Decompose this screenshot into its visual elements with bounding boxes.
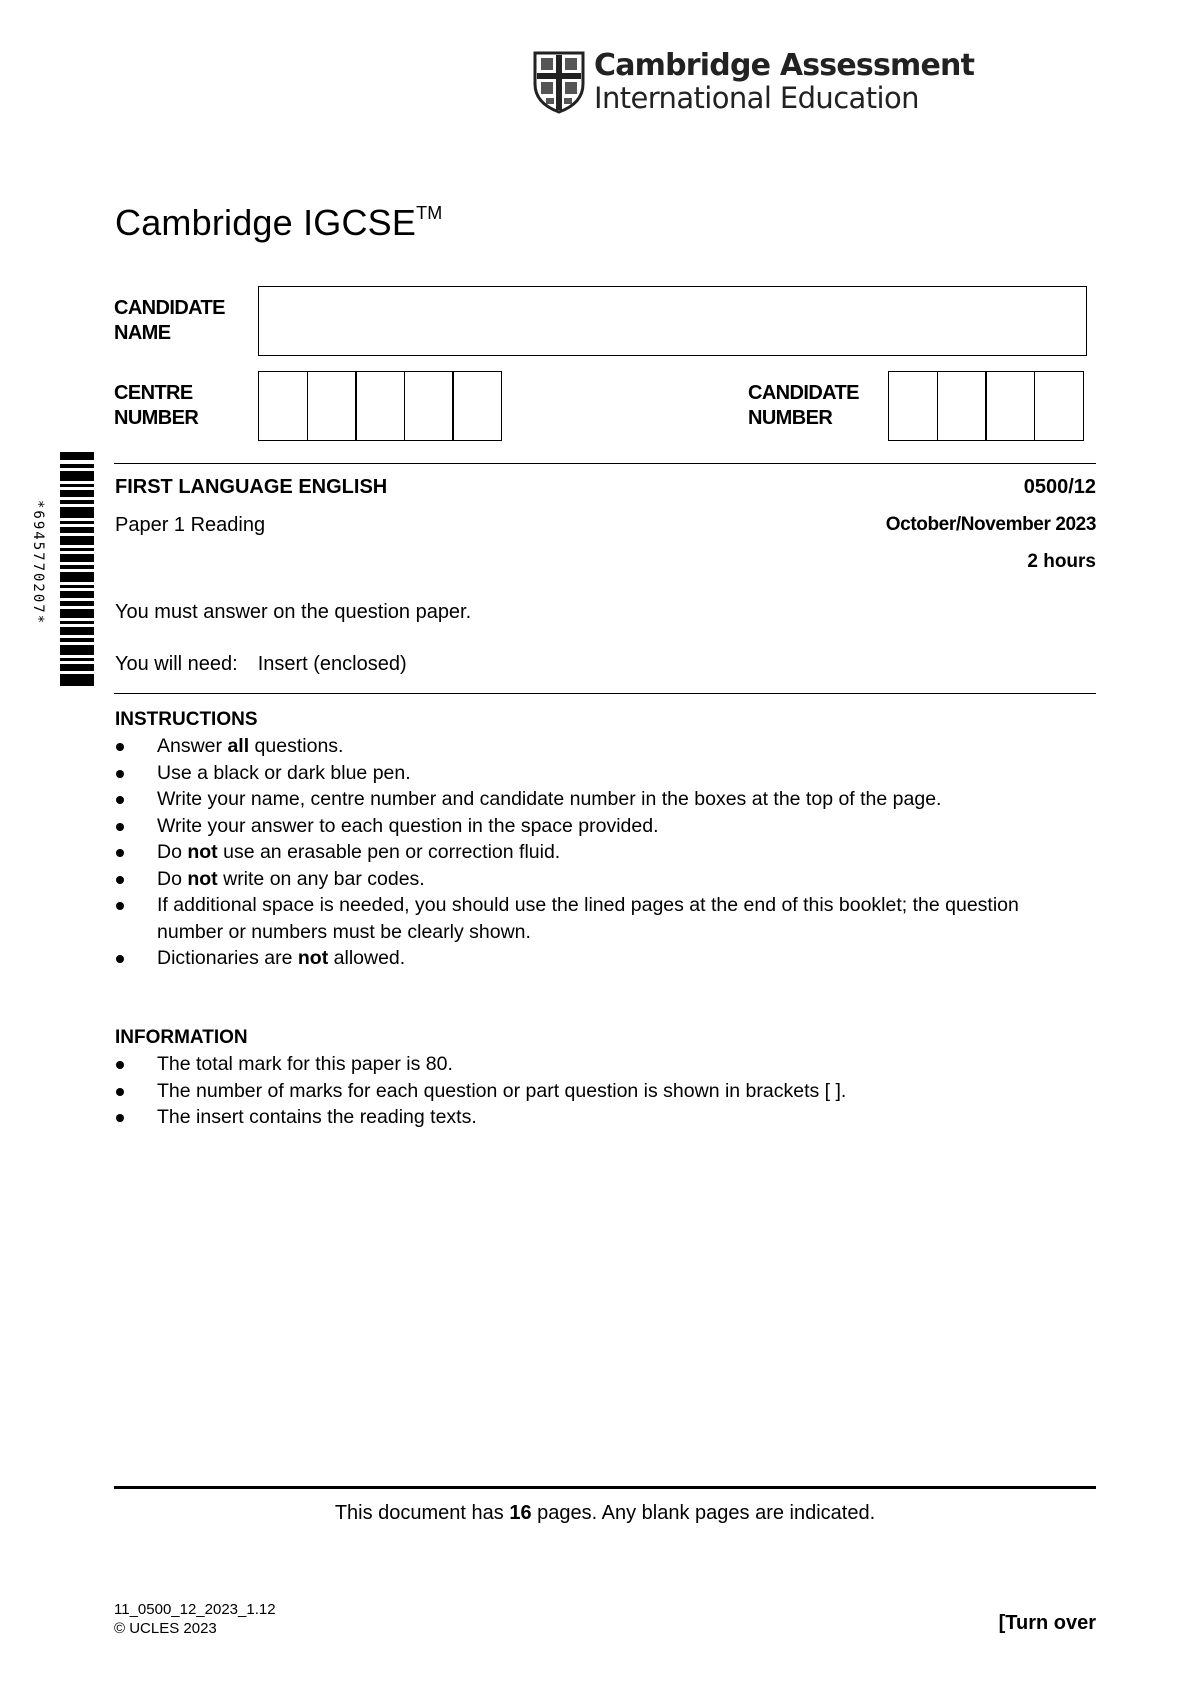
divider-top [114,463,1096,464]
list-item: The total mark for this paper is 80. [114,1051,1074,1078]
exam-duration: 2 hours [1027,551,1096,572]
instructions-list [114,733,1074,972]
materials-needed [115,653,407,676]
list-item: Dictionaries are not allowed. [114,945,1074,972]
list-item: Do not use an erasable pen or correction fluid. [114,839,1074,866]
materials-label: You will need: [115,653,238,675]
list-item: The number of marks for each question or part question is shown in brackets [ ]. [114,1078,1074,1105]
candidate-number-digit-box[interactable] [1034,371,1084,441]
candidate-number-label: CANDIDATE NUMBER [748,382,859,429]
centre-number-digit-box[interactable] [404,371,454,441]
logo-line-2: International Education [594,81,919,115]
candidate-number-digit-box[interactable] [888,371,938,441]
candidate-name-box[interactable] [258,286,1087,356]
divider-footer [114,1486,1096,1489]
divider-middle [114,693,1096,694]
materials-value: Insert (enclosed) [257,653,407,675]
list-item: Do not write on any bar codes. [114,866,1074,893]
centre-number-digit-box[interactable] [307,371,357,441]
candidate-number-digit-box[interactable] [985,371,1035,441]
paper-name: Paper 1 Reading [115,514,266,536]
candidate-number-boxes [888,371,1084,441]
list-item: If additional space is needed, you should use the lined pages at the end of this booklet; the question number or numbers must be clearly shown. [114,892,1074,945]
logo-line-1: Cambridge Assessment [594,48,975,83]
centre-number-digit-box[interactable] [258,371,308,441]
cambridge-logo [532,50,974,114]
candidate-number-digit-box[interactable] [937,371,987,441]
document-code: 11_0500_12_2023_1.12 [114,1601,276,1618]
crest-icon [532,50,586,114]
exam-title: Cambridge IGCSE™ [115,202,443,243]
list-item: Write your answer to each question in the space provided. [114,813,1074,840]
information-heading: INFORMATION [115,1027,248,1048]
list-item: Answer all questions. [114,733,1074,760]
footer-codes [114,1600,276,1638]
turn-over: [Turn over [998,1612,1096,1634]
barcode-number: *6945770207* [30,500,46,626]
centre-number-boxes [258,371,502,441]
trademark: TM [416,203,443,223]
list-item: The insert contains the reading texts. [114,1104,1074,1131]
page-count-note: This document has 16 pages. Any blank pages are indicated. [334,1502,876,1524]
paper-code: 0500/12 [1023,476,1096,498]
list-item: Use a black or dark blue pen. [114,760,1074,787]
centre-number-digit-box[interactable] [355,371,405,441]
centre-number-label: CENTRE NUMBER [114,382,199,429]
instructions-heading: INSTRUCTIONS [115,709,258,730]
exam-session: October/November 2023 [885,514,1096,535]
information-list [114,1051,1074,1131]
subject-title: FIRST LANGUAGE ENGLISH [115,476,388,498]
copyright: © UCLES 2023 [114,1620,217,1637]
barcode [60,452,94,686]
candidate-name-label: CANDIDATE NAME [114,297,225,344]
answer-note: You must answer on the question paper. [115,601,472,623]
centre-number-digit-box[interactable] [452,371,502,441]
list-item: Write your name, centre number and candidate number in the boxes at the top of the page. [114,786,1074,813]
